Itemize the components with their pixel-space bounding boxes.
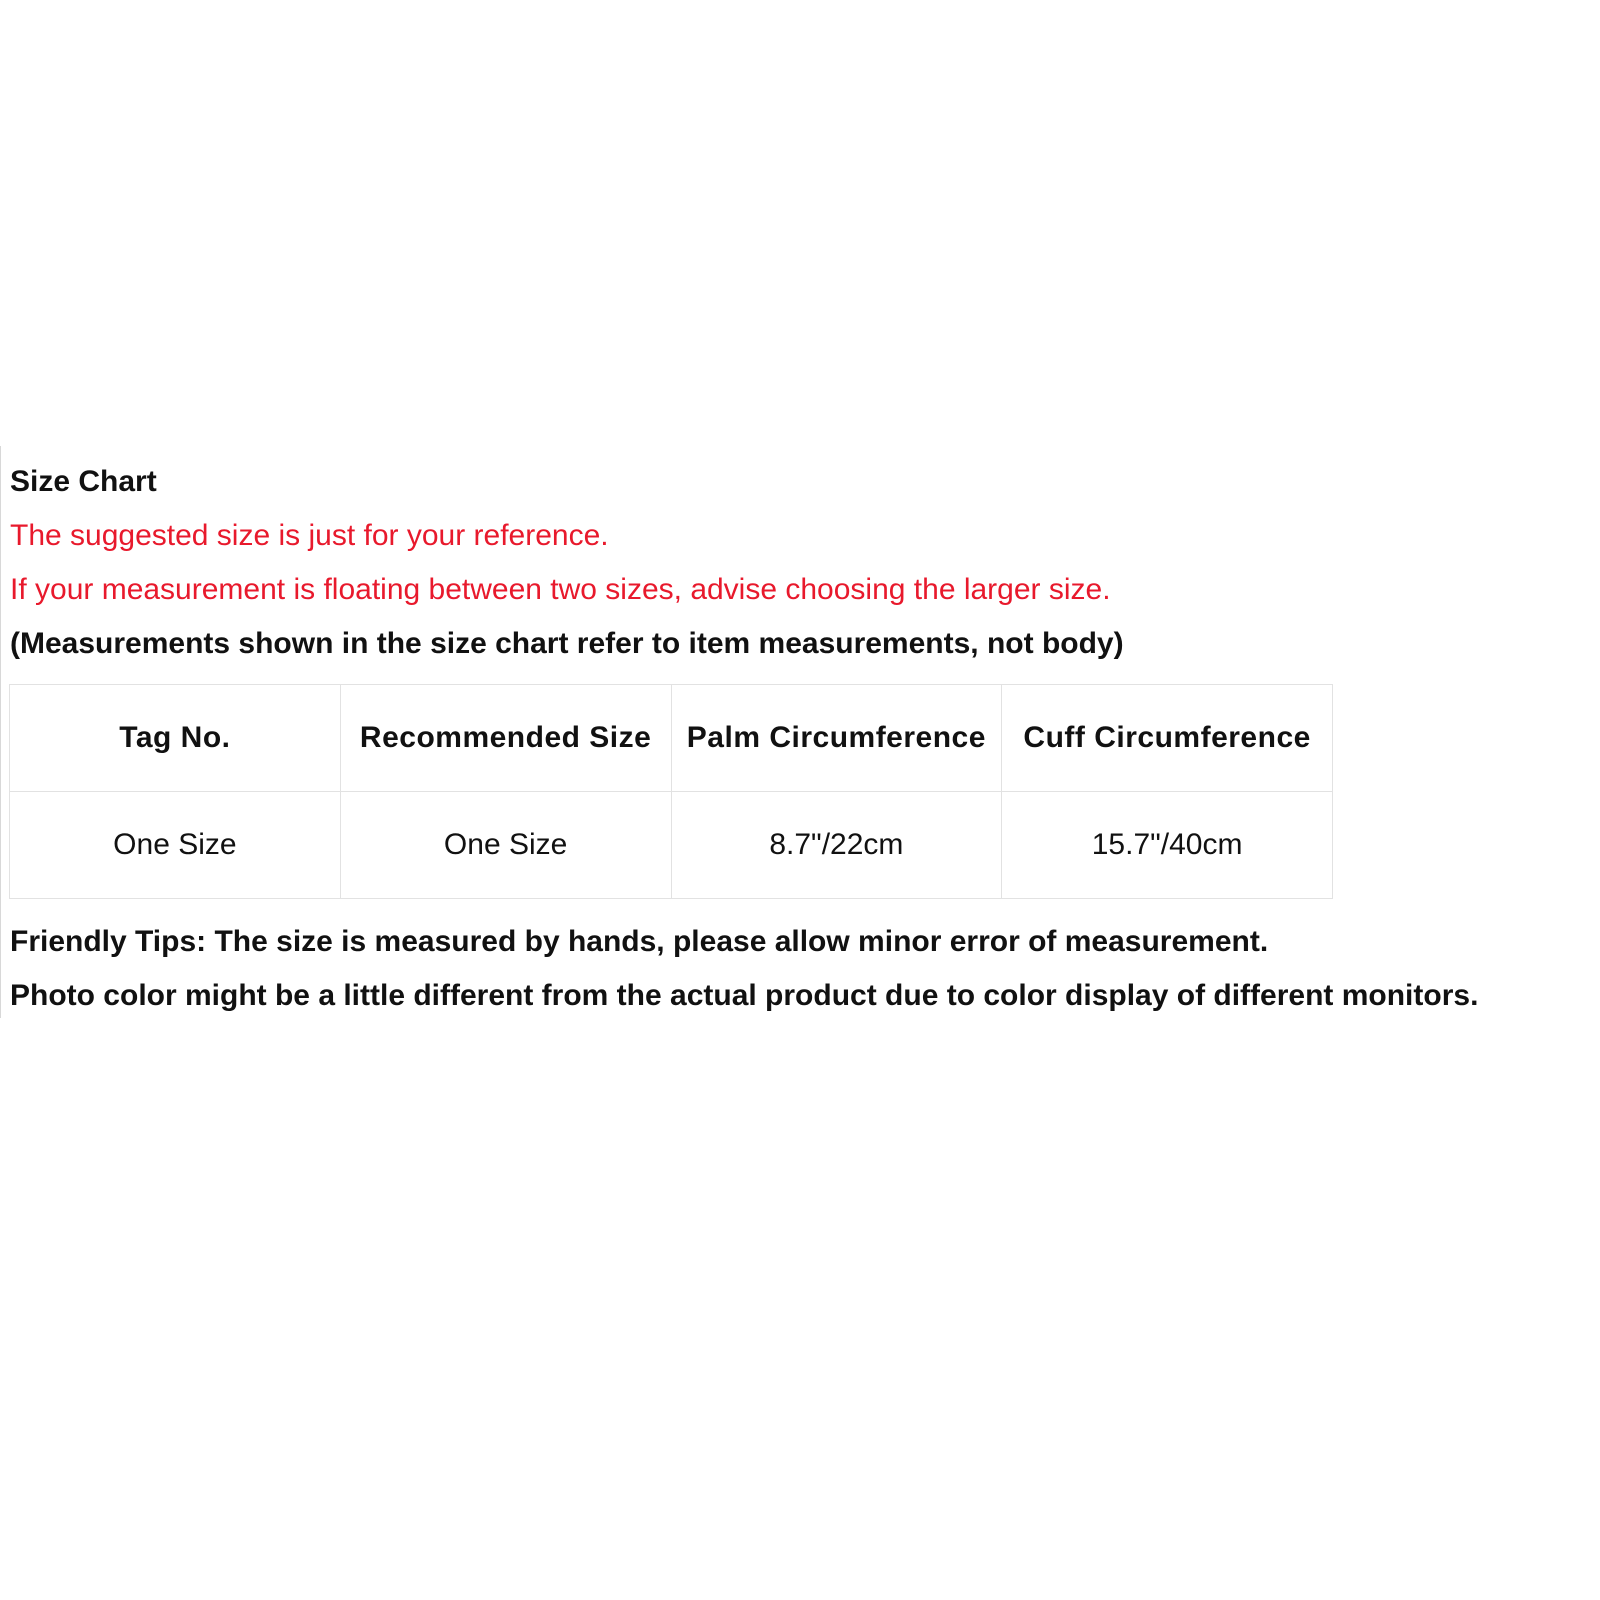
reference-note: The suggested size is just for your reference.: [10, 519, 609, 552]
photo-color-note: Photo color might be a little different from the actual product due to color display of different monitors.: [10, 979, 1479, 1012]
larger-size-note: If your measurement is floating between two sizes, advise choosing the larger size.: [10, 573, 1111, 606]
header-cuff-circumference: Cuff Circumference: [1002, 685, 1333, 792]
measurement-note: (Measurements shown in the size chart refer to item measurements, not body): [10, 627, 1124, 660]
cell-tag-no: One Size: [10, 792, 341, 899]
cell-palm-circumference: 8.7"/22cm: [671, 792, 1002, 899]
table-header-row: [10, 685, 1333, 792]
friendly-tips: Friendly Tips: The size is measured by hands, please allow minor error of measurement.: [10, 925, 1269, 958]
table-row: [10, 792, 1333, 899]
cell-cuff-circumference: 15.7"/40cm: [1002, 792, 1333, 899]
size-table: [9, 684, 1333, 899]
size-chart-title: Size Chart: [10, 465, 157, 498]
header-palm-circumference: Palm Circumference: [671, 685, 1002, 792]
header-recommended-size: Recommended Size: [340, 685, 671, 792]
size-chart-panel: [0, 446, 1600, 1018]
header-tag-no: Tag No.: [10, 685, 341, 792]
cell-recommended-size: One Size: [340, 792, 671, 899]
